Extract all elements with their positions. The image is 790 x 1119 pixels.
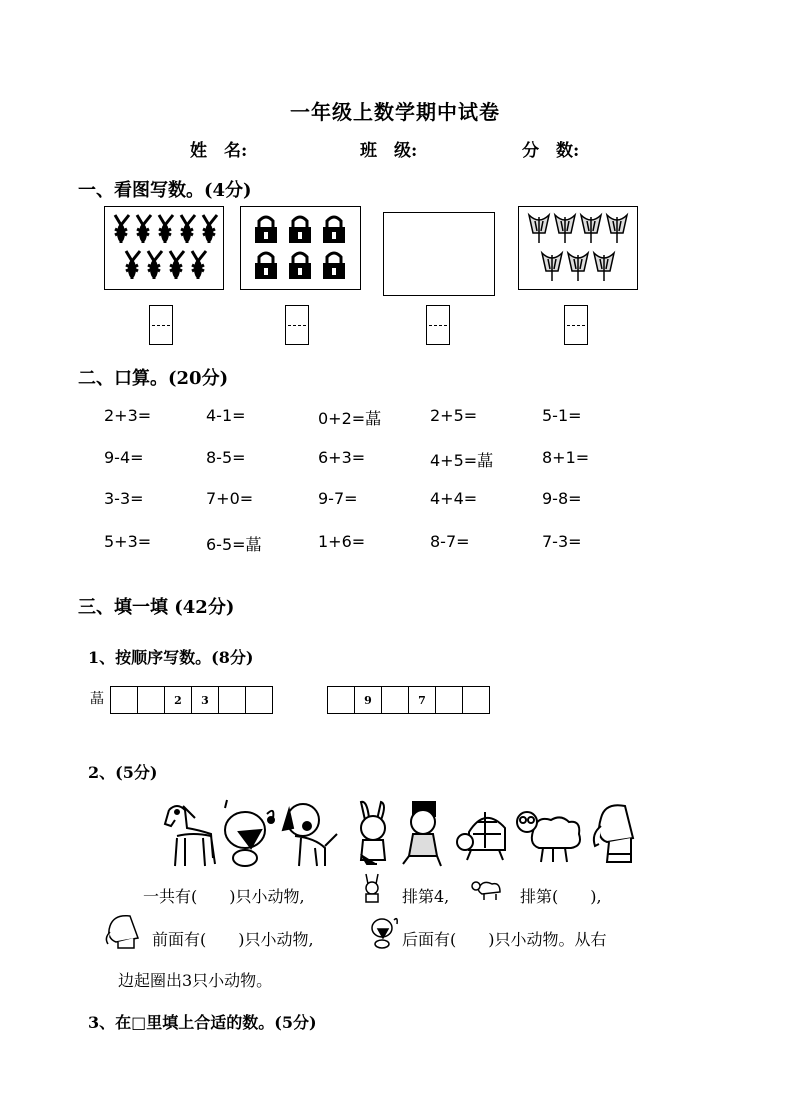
lock-icon <box>323 217 345 243</box>
sequence-cell[interactable] <box>137 686 165 714</box>
sequence-cell[interactable] <box>381 686 409 714</box>
crayfish-icon <box>181 215 195 243</box>
math-problem: 9-7= <box>318 489 358 508</box>
lock-icon <box>241 207 360 289</box>
turtle-icon <box>457 812 505 860</box>
math-problem: 3-3= <box>104 489 144 508</box>
lock-picture-box <box>240 206 361 290</box>
flower-bulb-icon <box>542 253 562 281</box>
crayfish-icon <box>105 207 223 289</box>
question3-label: 3、在□里填上合适的数。(5分) <box>88 1013 317 1032</box>
sequence-row-a <box>111 686 273 714</box>
crayfish-icon <box>148 251 162 279</box>
answer-box-4[interactable] <box>564 305 588 345</box>
elephant-icon <box>594 805 633 862</box>
lock-icon <box>289 253 311 279</box>
sequence-cell[interactable]: 9 <box>354 686 382 714</box>
flower-bulb-icon <box>555 215 575 243</box>
flower-bulb-icon <box>581 215 601 243</box>
math-problem: 6+3= <box>318 448 366 467</box>
crayfish-icon <box>192 251 206 279</box>
sequence-cell[interactable] <box>462 686 490 714</box>
page-title: 一年级上数学期中试卷 <box>290 100 500 124</box>
lock-icon <box>289 217 311 243</box>
crayfish-icon <box>137 215 151 243</box>
question2-line2b: 后面有( )只小动物。从右 <box>402 930 607 949</box>
monkey-icon <box>403 802 441 866</box>
sequence-cell[interactable] <box>110 686 138 714</box>
dog-icon <box>283 804 337 866</box>
math-problem: 2+5= <box>430 406 478 425</box>
question2-line1b: 排第4, <box>402 887 450 906</box>
sequence-cell[interactable] <box>327 686 355 714</box>
answer-box-1[interactable] <box>149 305 173 345</box>
singing-cat-icon <box>366 914 400 950</box>
sequence-cell[interactable]: 7 <box>408 686 436 714</box>
math-problem: 9-8= <box>542 489 582 508</box>
singing-cat-icon <box>225 800 274 866</box>
section3-heading: 三、填一填 (42分) <box>78 597 235 618</box>
math-problem: 5+3= <box>104 532 152 551</box>
sheep-icon <box>470 876 504 902</box>
elephant-icon <box>104 912 146 950</box>
flower-bulb-icon <box>568 253 588 281</box>
math-problem: 2+3= <box>104 406 152 425</box>
crayfish-icon <box>159 215 173 243</box>
question2-line1c: 排第( ), <box>520 887 602 906</box>
math-problem: 4+5=蕌 <box>430 451 494 470</box>
math-problem: 7+0= <box>206 489 254 508</box>
sequence-cell[interactable] <box>245 686 273 714</box>
answer-box-3[interactable] <box>426 305 450 345</box>
flower-bulb-icon <box>519 207 637 289</box>
math-problem: 6-5=蕌 <box>206 535 262 554</box>
math-problem: 8-7= <box>430 532 470 551</box>
math-problem: 7-3= <box>542 532 582 551</box>
math-problem: 5-1= <box>542 406 582 425</box>
lock-icon <box>255 253 277 279</box>
crayfish-icon <box>126 251 140 279</box>
question2-line3: 边起圈出3只小动物。 <box>118 971 273 990</box>
rabbit-icon <box>361 802 385 864</box>
empty-picture-box <box>383 212 495 296</box>
name-field-label: 姓 名: <box>190 141 248 161</box>
question2-label: 2、(5分) <box>88 763 158 782</box>
crayfish-picture-box <box>104 206 224 290</box>
question1-label: 1、按顺序写数。(8分) <box>88 648 254 667</box>
crayfish-icon <box>203 215 217 243</box>
question2-line2a: 前面有( )只小动物, <box>152 930 314 949</box>
sequence-cell[interactable]: 2 <box>164 686 192 714</box>
class-field-label: 班 级: <box>360 141 418 161</box>
sequence-prefix: 蕌 <box>90 691 104 707</box>
section2-heading: 二、口算。(20分) <box>78 368 229 389</box>
section1-heading: 一、看图写数。(4分) <box>78 180 252 201</box>
question2-line1a: 一共有( )只小动物, <box>143 887 305 906</box>
math-problem: 1+6= <box>318 532 366 551</box>
lock-icon <box>255 217 277 243</box>
sequence-cell[interactable]: 3 <box>191 686 219 714</box>
math-problem: 9-4= <box>104 448 144 467</box>
sequence-row-b <box>328 686 490 714</box>
flower-bulb-icon <box>594 253 614 281</box>
flower-bulb-icon <box>607 215 627 243</box>
animal-row <box>155 798 645 872</box>
crayfish-icon <box>115 215 129 243</box>
horse-icon <box>165 806 215 866</box>
rabbit-icon <box>358 872 386 904</box>
lock-icon <box>323 253 345 279</box>
math-problem: 4-1= <box>206 406 246 425</box>
sheep-icon <box>517 812 580 862</box>
score-field-label: 分 数: <box>522 141 580 161</box>
crayfish-icon <box>170 251 184 279</box>
answer-box-2[interactable] <box>285 305 309 345</box>
math-problem: 4+4= <box>430 489 478 508</box>
sequence-cell[interactable] <box>218 686 246 714</box>
flower-bulb-icon <box>529 215 549 243</box>
math-problem: 8+1= <box>542 448 590 467</box>
math-problem: 8-5= <box>206 448 246 467</box>
sequence-cell[interactable] <box>435 686 463 714</box>
flower-picture-box <box>518 206 638 290</box>
math-problem: 0+2=蕌 <box>318 409 382 428</box>
